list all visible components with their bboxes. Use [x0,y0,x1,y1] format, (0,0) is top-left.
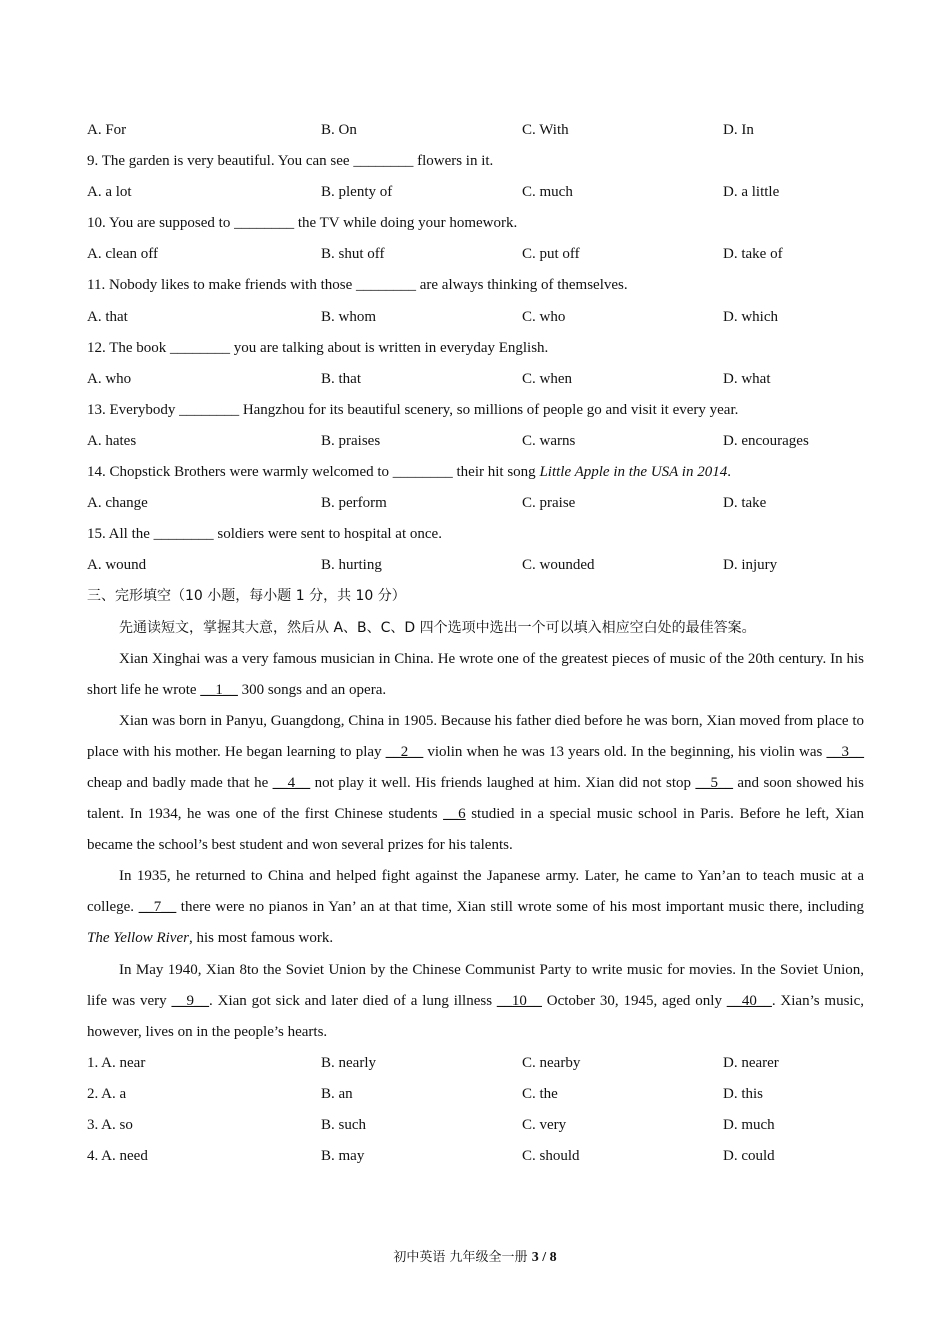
question-stem: 13. Everybody ________ Hangzhou for its beautiful scenery, so millions of people go and visit it every year. [87,401,739,418]
text: In May 1940, Xian 8to the Soviet Union by the Chinese Communist Party to write music for movies. In the Soviet Union, life was very [87,961,864,1009]
question-stem: 10. You are supposed to ________ the TV while doing your homework. [87,215,518,232]
text: and soon showed his talent. In 1934, he was one of the first Chinese students [87,774,864,823]
text: Xian Xinghai was a very famous musician in China. He wrote one of the greatest pieces of music of the 20th century. In his short life he wrote [87,650,864,698]
option-a: A. clean off [87,246,158,263]
question-options [87,426,864,457]
cloze-options [87,1048,864,1079]
option-c: C. should [522,1148,580,1165]
option-c: C. the [522,1085,558,1102]
cloze-options [87,1141,864,1172]
question-stem: 15. All the ________ soldiers were sent to hospital at once. [87,526,442,543]
text: 300 songs and an opera. [237,681,387,698]
option-a: A. that [87,308,128,325]
cloze-options [87,1110,864,1141]
option-a: A. who [87,370,132,387]
option-b: B. that [321,370,361,387]
option-b: B. plenty of [321,184,393,201]
option-b: B. hurting [321,557,382,574]
page-number: 3 / 8 [531,1250,557,1265]
paragraph [87,861,864,954]
song-title: Little Apple in the USA in 2014 [539,464,728,481]
option-b: B. may [321,1148,365,1165]
blank-5: __5__ [695,774,733,791]
q8-options [87,115,864,146]
option-c: C. who [522,308,566,325]
option-b: B. whom [321,308,377,325]
text: Xian was born in Panyu, Guangdong, China in 1905. Because his father died before he was born, Xian moved from place to place with his mother. He began learning to play [87,712,864,760]
option-d: D. take of [723,246,783,263]
stem-end: . [727,464,731,481]
option-d: D. injury [723,557,778,574]
page-footer [0,1246,950,1266]
option-c: C. warns [522,432,576,449]
question-options [87,177,864,208]
section-title: 三、完形填空（10 小题，每小题 1 分，共 10 分） [87,588,406,605]
question-options [87,302,864,333]
option-c: C. very [522,1117,567,1133]
option-d: D. In [723,122,754,138]
document-page [87,115,864,1172]
option-c: C. put off [522,246,580,263]
blank-40: __40__ [726,992,772,1009]
option-d: D. a little [723,184,780,201]
option-a: 4. A. need [87,1148,148,1165]
option-c: C. nearby [522,1054,581,1071]
option-a: 2. A. a [87,1085,127,1102]
text: . Xian got sick and later died of a lung illness [209,992,497,1009]
blank-2: __2__ [385,743,424,760]
option-c: C. With [522,122,569,138]
option-b: B. nearly [321,1054,376,1071]
option-b: B. shut off [321,246,385,263]
option-b: B. On [321,122,357,138]
question-options [87,239,864,270]
text: , his most famous work. [188,930,334,947]
question-options [87,364,864,395]
text: In 1935, he returned to China and helped fight against the Japanese army. Later, he came to Yan’an to teach music at a college. [87,868,864,916]
option-a: A. a lot [87,184,132,201]
option-d: D. which [723,308,778,325]
section-instruction: 先通读短文，掌握其大意，然后从 A、B、C、D 四个选项中选出一个可以填入相应空白处的最佳答案。 [119,619,756,636]
paragraph [87,955,864,1048]
question-stem: 9. The garden is very beautiful. You can see ________ flowers in it. [87,153,494,170]
option-a: A. hates [87,432,137,449]
option-a: A. change [87,495,148,512]
text: studied in a special music school in Paris. Before he left, Xian became the school’s best student and won several prizes for his talents. [87,806,865,854]
option-c: C. praise [522,495,576,512]
text: . Xian’s music, however, lives on in the people’s hearts. [87,992,865,1040]
option-d: D. this [723,1085,764,1102]
question-stem [87,457,864,488]
cloze-options [87,1079,864,1110]
option-b: B. perform [321,495,387,512]
option-c: C. wounded [522,557,595,574]
text: there were no pianos in Yan’ an at that time, Xian still wrote some of his most important music there, including [176,899,864,916]
option-c: C. when [522,370,572,387]
question-stem: 12. The book ________ you are talking about is written in everyday English. [87,339,549,356]
text: October 30, 1945, aged only [541,992,727,1009]
text: cheap and badly made that he [87,774,273,791]
question-options [87,488,864,519]
blank-4: __4__ [272,774,311,791]
option-b: B. such [321,1117,366,1133]
option-d: D. take [723,495,767,512]
question-stem: 11. Nobody likes to make friends with those ________ are always thinking of themselves. [87,277,628,294]
work-title: The Yellow River [87,930,189,947]
blank-6: __6 [443,806,466,823]
option-a: A. wound [87,557,147,574]
blank-7: __7__ [138,899,177,916]
option-c: C. much [522,184,573,201]
text: not play it well. His friends laughed at him. Xian did not stop [310,774,696,791]
option-d: D. much [723,1117,775,1133]
blank-9: __9__ [171,992,210,1009]
blank-3: __3__ [826,743,864,760]
footer-label: 初中英语 九年级全一册 [393,1250,532,1265]
option-d: D. nearer [723,1054,779,1071]
stem-text: 14. Chopstick Brothers were warmly welcomed to ________ their hit song [87,464,540,481]
blank-10: __10__ [496,992,542,1009]
option-b: B. praises [321,432,381,449]
option-a: 1. A. near [87,1054,146,1071]
option-a: 3. A. so [87,1117,133,1133]
option-d: D. what [723,370,771,387]
option-d: D. encourages [723,432,809,449]
paragraph [87,706,864,861]
question-options [87,550,864,581]
option-d: D. could [723,1148,775,1165]
option-a: A. For [87,122,127,138]
paragraph [87,644,864,706]
cloze-passage [87,644,864,1048]
blank-1: __1__ [200,681,238,698]
option-b: B. an [321,1085,353,1102]
text: violin when he was 13 years old. In the beginning, his violin was [423,743,827,760]
